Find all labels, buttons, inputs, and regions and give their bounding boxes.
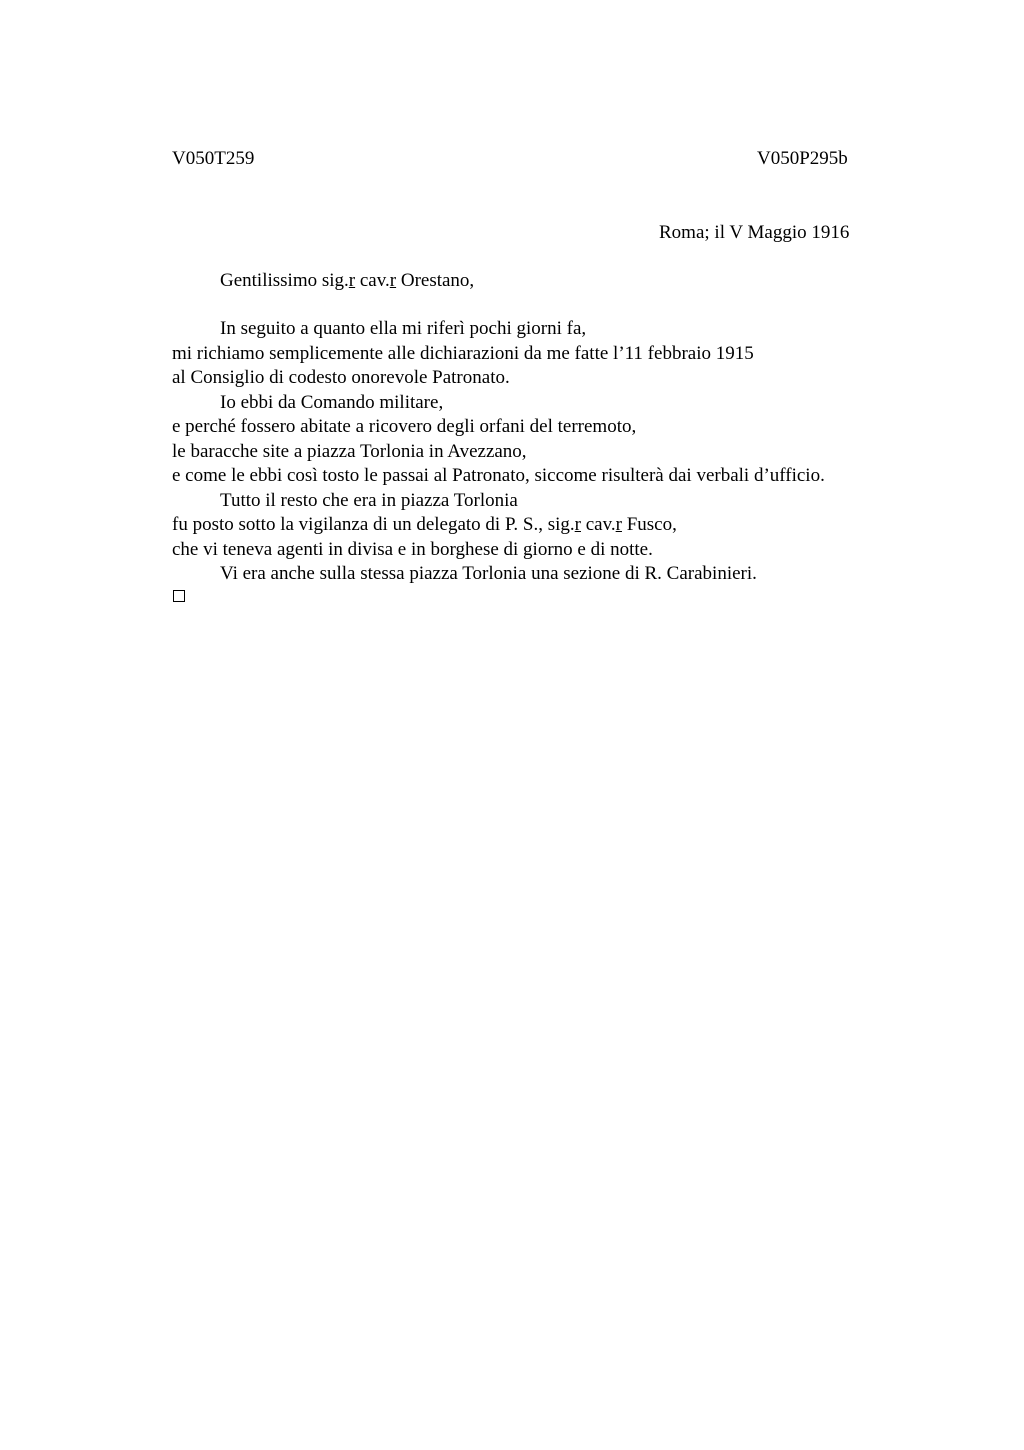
- body-abbrev: r: [574, 514, 581, 535]
- body-line-part: Fusco,: [621, 514, 677, 535]
- salutation-part: Gentilissimo sig.: [220, 270, 349, 291]
- salutation-abbrev: r: [348, 270, 356, 291]
- body-line: Vi era anche sulla stessa piazza Torlonia una sezione di R. Carabinieri.: [220, 563, 757, 584]
- body-line: e perché fossero abitate a ricovero degli orfani del terremoto,: [172, 416, 637, 437]
- body-line: al Consiglio di codesto onorevole Patronato.: [172, 367, 510, 388]
- document-code-right: V050P295b: [757, 148, 848, 169]
- body-line-part: cav.: [581, 514, 616, 535]
- letter-body: [172, 317, 825, 587]
- body-abbrev: r: [615, 514, 622, 535]
- salutation-part: Orestano,: [396, 270, 475, 291]
- body-line: Tutto il resto che era in piazza Torlonia: [220, 489, 518, 511]
- body-line: Io ebbi da Comando militare,: [220, 391, 444, 413]
- body-line-part: fu posto sotto la vigilanza di un delegato di P. S., sig.: [172, 514, 575, 535]
- body-line: le baracche site a piazza Torlonia in Avezzano,: [172, 440, 527, 462]
- body-line: [172, 513, 825, 538]
- body-line: mi richiamo semplicemente alle dichiarazioni da me fatte l’11 febbraio 1915: [172, 342, 754, 364]
- date-line: Roma; il V Maggio 1916: [659, 222, 850, 243]
- salutation-abbrev: r: [389, 270, 397, 291]
- body-line: che vi teneva agenti in divisa e in borghese di giorno e di notte.: [172, 538, 653, 560]
- salutation: [220, 269, 474, 293]
- body-line: e come le ebbi così tosto le passai al Patronato, siccome risulterà dai verbali d’ufficio.: [172, 465, 825, 486]
- salutation-part: cav.: [355, 270, 390, 291]
- document-code-left: V050T259: [172, 148, 255, 169]
- body-line: In seguito a quanto ella mi riferì pochi giorni fa,: [220, 318, 587, 339]
- empty-square-icon: [173, 590, 185, 602]
